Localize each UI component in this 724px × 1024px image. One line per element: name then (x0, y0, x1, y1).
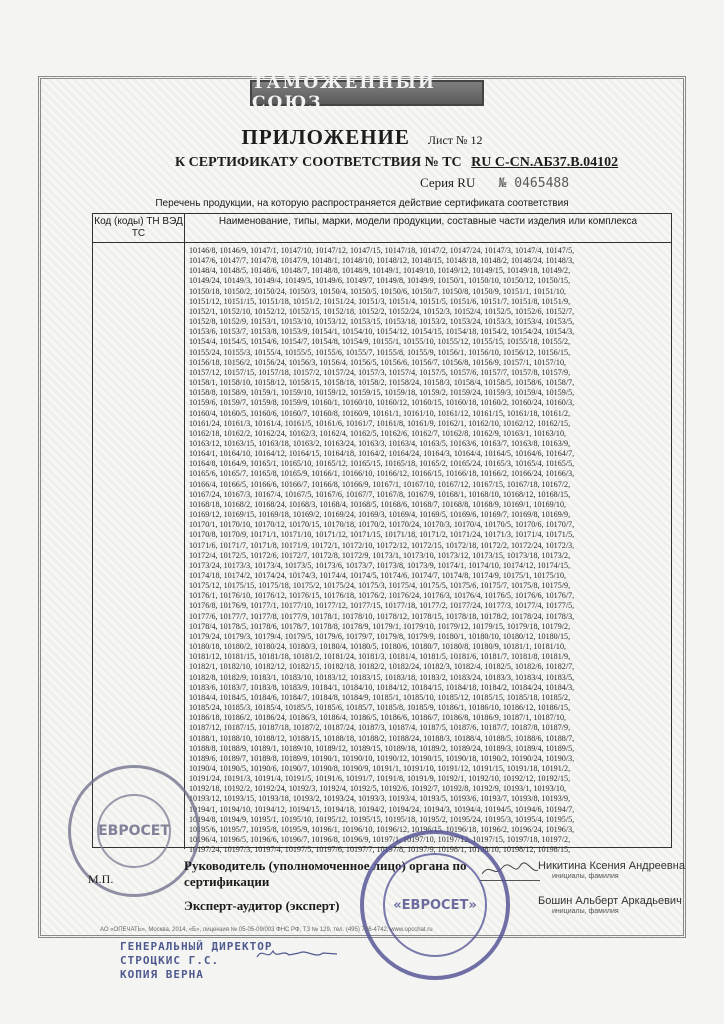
model-line: 10173/24, 10173/3, 10173/4, 10173/5, 10173/6, 10173/7, 10173/8, 10173/9, 10174/1, 10174/10, 10174/12, 10174/15, (189, 560, 571, 570)
model-line: 10151/12, 10151/15, 10151/18, 10151/2, 10151/24, 10151/3, 10151/4, 10151/5, 10151/6, 10151/7, 10151/8, 10151/9, (189, 296, 571, 306)
model-line: 10166/4, 10166/5, 10166/6, 10166/7, 10166/8, 10166/9, 10167/1, 10167/10, 10167/12, 10167/15, 10167/18, 10167/2, (189, 479, 571, 489)
customs-union-banner: ТАМОЖЕННЫЙ СОЮЗ (250, 80, 484, 106)
series-label: Серия RU (420, 175, 476, 190)
product-table (92, 213, 672, 855)
model-line: 10186/18, 10186/2, 10186/24, 10186/3, 10186/4, 10186/5, 10186/6, 10186/7, 10186/8, 10186/9, 10187/1, 10187/10, (189, 713, 567, 723)
model-line: 10153/6, 10153/7, 10153/8, 10153/9, 10154/1, 10154/10, 10154/12, 10154/15, 10154/18, 10154/2, 10154/24, 10154/3, (189, 327, 575, 337)
model-line: 10174/18, 10174/2, 10174/24, 10174/3, 10174/4, 10174/5, 10174/6, 10174/7, 10174/8, 10174/9, 10175/1, 10175/10, (189, 571, 567, 580)
model-line: 10163/12, 10163/15, 10163/18, 10163/2, 10163/24, 10163/3, 10163/4, 10163/5, 10163/6, 10163/7, 10163/8, 10163/9, (189, 438, 571, 448)
model-line: 10162/18, 10162/2, 10162/24, 10162/3, 10162/4, 10162/5, 10162/6, 10162/7, 10162/8, 10162/9, 10163/1, 10163/10, (189, 428, 567, 438)
model-line: 10194/1, 10194/10, 10194/12, 10194/15, 10194/18, 10194/2, 10194/24, 10194/3, 10194/4, 10194/5, 10194/6, 10194/7, (189, 804, 575, 814)
model-line: 10146/8, 10146/9, 10147/1, 10147/10, 10147/12, 10147/15, 10147/18, 10147/2, 10147/24, 10147/3, 10147/4, 10147/5, (189, 246, 575, 255)
copy-stamp-line1: ГЕНЕРАЛЬНЫЙ ДИРЕКТОР (120, 940, 273, 953)
model-line: 10170/1, 10170/10, 10170/12, 10170/15, 10170/18, 10170/2, 10170/24, 10170/3, 10170/4, 10170/5, 10170/6, 10170/7, (189, 520, 575, 530)
expert-name: Бошин Альберт Аркадьевич (538, 895, 682, 907)
model-line: 10165/6, 10165/7, 10165/8, 10165/9, 10166/1, 10166/10, 10166/12, 10166/15, 10166/18, 10166/2, 10166/24, 10166/3, (189, 469, 575, 479)
model-line: 10180/18, 10180/2, 10180/24, 10180/3, 10180/4, 10180/5, 10180/6, 10180/7, 10180/8, 10180/9, 10181/1, 10181/10, (189, 642, 567, 652)
certified-copy-stamp (120, 940, 272, 982)
model-line: 10185/24, 10185/3, 10185/4, 10185/5, 10185/6, 10185/7, 10185/8, 10185/9, 10186/1, 10186/10, 10186/12, 10186/15, (189, 703, 571, 713)
expert-name-caption: инициалы, фамилия (552, 908, 619, 915)
product-list-intro: Перечень продукции, на которую распространяется действие сертификата соответствия (155, 198, 569, 209)
model-line: 10167/24, 10167/3, 10167/4, 10167/5, 10167/6, 10167/7, 10167/8, 10167/9, 10168/1, 10168/10, 10168/12, 10168/15, (189, 489, 571, 499)
model-line: 10169/12, 10169/15, 10169/18, 10169/2, 10169/24, 10169/3, 10169/4, 10169/5, 10169/6, 10169/7, 10169/8, 10169/9, (189, 510, 571, 520)
models-cell (185, 243, 671, 855)
model-line: 10182/8, 10182/9, 10183/1, 10183/10, 10183/12, 10183/15, 10183/18, 10183/2, 10183/24, 10183/3, 10183/4, 10183/5, (189, 672, 575, 682)
model-line: 10160/4, 10160/5, 10160/6, 10160/7, 10160/8, 10160/9, 10161/1, 10161/10, 10161/12, 10161/15, 10161/18, 10161/2, (189, 408, 571, 418)
print-footer: АО «ОПЕЧАТЬ», Москва, 2014, «Б», лицензия № 05-05-09/003 ФНС РФ, ТЗ № 129, тел. (495) 726-4742, www.opcchat.ru (100, 927, 433, 933)
model-line: 10184/4, 10184/5, 10184/6, 10184/7, 10184/8, 10184/9, 10185/1, 10185/10, 10185/12, 10185/15, 10185/18, 10185/2, (189, 692, 571, 702)
certificate-number: RU C-CN.АБ37.В.04102 (471, 155, 619, 170)
model-line: 10157/12, 10157/15, 10157/18, 10157/2, 10157/24, 10157/3, 10157/4, 10157/5, 10157/6, 10157/7, 10157/8, 10157/9, (189, 367, 571, 377)
head-name-caption: инициалы, фамилия (552, 873, 619, 880)
model-line: 10182/1, 10182/10, 10182/12, 10182/15, 10182/18, 10182/2, 10182/24, 10182/3, 10182/4, 10182/5, 10182/6, 10182/7, (189, 662, 575, 672)
model-line: 10197/24, 10197/3, 10197/4, 10197/5, 10197/6, 10197/7, 10197/8, 10197/9, 10198/1, 10198/10, 10198/12, 10198/15, (189, 845, 571, 855)
title-row (0, 125, 724, 150)
model-line: 10188/8, 10188/9, 10189/1, 10189/10, 10189/12, 10189/15, 10189/18, 10189/2, 10189/24, 10189/3, 10189/4, 10189/5, (189, 743, 575, 753)
model-line: 10194/8, 10194/9, 10195/1, 10195/10, 10195/12, 10195/15, 10195/18, 10195/2, 10195/24, 10195/3, 10195/4, 10195/5, (189, 814, 575, 824)
model-line: 10158/8, 10158/9, 10159/1, 10159/10, 10159/12, 10159/15, 10159/18, 10159/2, 10159/24, 10159/3, 10159/4, 10159/5, (189, 388, 575, 398)
model-line: 10176/8, 10176/9, 10177/1, 10177/10, 10177/12, 10177/15, 10177/18, 10177/2, 10177/24, 10177/3, 10177/4, 10177/5, (189, 601, 575, 611)
model-line: 10148/4, 10148/5, 10148/6, 10148/7, 10148/8, 10148/9, 10149/1, 10149/10, 10149/12, 10149/15, 10149/18, 10149/2, (189, 266, 571, 276)
model-line: 10152/1, 10152/10, 10152/12, 10152/15, 10152/18, 10152/2, 10152/24, 10152/3, 10152/4, 10152/5, 10152/6, 10152/7, (189, 306, 575, 316)
expert-signatory-label: Эксперт-аудитор (эксперт) (184, 898, 340, 913)
model-line: 10158/1, 10158/10, 10158/12, 10158/15, 10158/18, 10158/2, 10158/24, 10158/3, 10158/4, 10158/5, 10158/6, 10158/7, (189, 378, 575, 388)
model-line: 10192/18, 10192/2, 10192/24, 10192/3, 10192/4, 10192/5, 10192/6, 10192/7, 10192/8, 10192/9, 10193/1, 10193/10, (189, 784, 567, 794)
copy-stamp-line2: СТРОЦКИС Г.С. (120, 954, 220, 967)
model-line: 10188/1, 10188/10, 10188/12, 10188/15, 10188/18, 10188/2, 10188/24, 10188/3, 10188/4, 10188/5, 10188/6, 10188/7, (189, 733, 575, 743)
model-line: 10154/4, 10154/5, 10154/6, 10154/7, 10154/8, 10154/9, 10155/1, 10155/10, 10155/12, 10155/15, 10155/18, 10155/2, (189, 337, 571, 347)
certificate-prefix: К СЕРТИФИКАТУ СООТВЕТСТВИЯ № ТС (175, 155, 462, 170)
model-line: 10152/8, 10152/9, 10153/1, 10153/10, 10153/12, 10153/15, 10153/18, 10153/2, 10153/24, 10153/3, 10153/4, 10153/5, (189, 317, 575, 327)
model-line: 10155/24, 10155/3, 10155/4, 10155/5, 10155/6, 10155/7, 10155/8, 10155/9, 10156/1, 10156/10, 10156/12, 10156/15, (189, 347, 571, 357)
model-line: 10196/4, 10196/5, 10196/6, 10196/7, 10196/8, 10196/9, 10197/1, 10197/10, 10197/12, 10197/15, 10197/18, 10197/2, (189, 835, 571, 845)
head-name: Никитина Ксения Андреевна (538, 860, 685, 872)
copy-signature-image (255, 945, 340, 963)
head-signatory-label: Руководитель (уполномоченное лицо) органа по сертификации (184, 858, 467, 889)
model-line: 10164/1, 10164/10, 10164/12, 10164/15, 10164/18, 10164/2, 10164/24, 10164/3, 10164/4, 10164/5, 10164/6, 10164/7, (189, 449, 575, 459)
seal-place-label: М.П. (88, 872, 114, 886)
stamp-emblem: ЕВРОСЕТ (97, 794, 171, 868)
model-line: 10175/12, 10175/15, 10175/18, 10175/2, 10175/24, 10175/3, 10175/4, 10175/5, 10175/6, 10175/7, 10175/8, 10175/9, (189, 581, 571, 591)
model-line: 10178/4, 10178/5, 10178/6, 10178/7, 10178/8, 10178/9, 10179/1, 10179/10, 10179/12, 10179/15, 10179/18, 10179/2, (189, 621, 571, 631)
model-line: 10156/18, 10156/2, 10156/24, 10156/3, 10156/4, 10156/5, 10156/6, 10156/7, 10156/8, 10156/9, 10157/1, 10157/10, (189, 357, 567, 367)
page-title: ПРИЛОЖЕНИЕ (241, 125, 410, 149)
table-header (93, 214, 671, 243)
model-line: 10187/12, 10187/15, 10187/18, 10187/2, 10187/24, 10187/3, 10187/4, 10187/5, 10187/6, 10187/7, 10187/8, 10187/9, (189, 723, 571, 733)
model-line: 10193/12, 10193/15, 10193/18, 10193/2, 10193/24, 10193/3, 10193/4, 10193/5, 10193/6, 10193/7, 10193/8, 10193/9, (189, 794, 571, 804)
model-line: 10150/18, 10150/2, 10150/24, 10150/3, 10150/4, 10150/5, 10150/6, 10150/7, 10150/8, 10150/9, 10151/1, 10151/10, (189, 286, 567, 296)
model-line: 10161/24, 10161/3, 10161/4, 10161/5, 10161/6, 10161/7, 10161/8, 10161/9, 10162/1, 10162/10, 10162/12, 10162/15, (189, 418, 571, 428)
model-line: 10172/4, 10172/5, 10172/6, 10172/7, 10172/8, 10172/9, 10173/1, 10173/10, 10173/12, 10173/15, 10173/18, 10173/2, (189, 550, 571, 560)
company-stamp-center: «ЕВРОСЕТ» (383, 853, 487, 957)
model-line: 10191/24, 10191/3, 10191/4, 10191/5, 10191/6, 10191/7, 10191/8, 10191/9, 10192/1, 10192/10, 10192/12, 10192/15, (189, 774, 571, 784)
code-cell (93, 243, 185, 849)
model-line: 10190/4, 10190/5, 10190/6, 10190/7, 10190/8, 10190/9, 10191/1, 10191/10, 10191/12, 10191/15, 10191/18, 10191/2, (189, 763, 571, 773)
certificate-reference (175, 155, 618, 171)
model-line: 10168/18, 10168/2, 10168/24, 10168/3, 10168/4, 10168/5, 10168/6, 10168/7, 10168/8, 10168/9, 10169/1, 10169/10, (189, 499, 567, 509)
model-line: 10189/6, 10189/7, 10189/8, 10189/9, 10190/1, 10190/10, 10190/12, 10190/15, 10190/18, 10190/2, 10190/24, 10190/3, (189, 753, 575, 763)
model-line: 10170/8, 10170/9, 10171/1, 10171/10, 10171/12, 10171/15, 10171/18, 10171/2, 10171/24, 10171/3, 10171/4, 10171/5, (189, 530, 575, 540)
model-line: 10164/8, 10164/9, 10165/1, 10165/10, 10165/12, 10165/15, 10165/18, 10165/2, 10165/24, 10165/3, 10165/4, 10165/5, (189, 459, 575, 469)
model-line: 10177/6, 10177/7, 10177/8, 10177/9, 10178/1, 10178/10, 10178/12, 10178/15, 10178/18, 10178/2, 10178/24, 10178/3, (189, 611, 575, 621)
model-line: 10179/24, 10179/3, 10179/4, 10179/5, 10179/6, 10179/7, 10179/8, 10179/9, 10180/1, 10180/10, 10180/12, 10180/15, (189, 631, 571, 641)
column-header-code: Код (коды) ТН ВЭД ТС (93, 214, 185, 242)
company-stamp (360, 830, 510, 980)
copy-stamp-line3: КОПИЯ ВЕРНА (120, 968, 204, 981)
series-row (420, 175, 569, 191)
model-line: 10195/6, 10195/7, 10195/8, 10195/9, 10196/1, 10196/10, 10196/12, 10196/15, 10196/18, 10196/2, 10196/24, 10196/3, (189, 824, 575, 834)
model-line: 10149/24, 10149/3, 10149/4, 10149/5, 10149/6, 10149/7, 10149/8, 10149/9, 10150/1, 10150/10, 10150/12, 10150/15, (189, 276, 571, 286)
model-line: 10171/6, 10171/7, 10171/8, 10171/9, 10172/1, 10172/10, 10172/12, 10172/15, 10172/18, 10172/2, 10172/24, 10172/3, (189, 540, 575, 550)
sheet-number: Лист № 12 (427, 133, 483, 147)
model-line: 10176/1, 10176/10, 10176/12, 10176/15, 10176/18, 10176/2, 10176/24, 10176/3, 10176/4, 10176/5, 10176/6, 10176/7, (189, 591, 575, 601)
column-header-name: Наименование, типы, марки, модели продукции, составные части изделия или комплекса (218, 216, 638, 227)
model-line: 10159/6, 10159/7, 10159/8, 10159/9, 10160/1, 10160/10, 10160/12, 10160/15, 10160/18, 10160/2, 10160/24, 10160/3, (189, 398, 575, 408)
model-line: 10181/12, 10181/15, 10181/18, 10181/2, 10181/24, 10181/3, 10181/4, 10181/5, 10181/6, 10181/7, 10181/8, 10181/9, (189, 652, 571, 662)
series-number: № 0465488 (498, 176, 570, 191)
model-line: 10147/6, 10147/7, 10147/8, 10147/9, 10148/1, 10148/10, 10148/12, 10148/15, 10148/18, 10148/2, 10148/24, 10148/3, (189, 256, 575, 266)
table-body (93, 243, 671, 855)
model-line: 10183/6, 10183/7, 10183/8, 10183/9, 10184/1, 10184/10, 10184/12, 10184/15, 10184/18, 10184/2, 10184/24, 10184/3, (189, 682, 575, 692)
